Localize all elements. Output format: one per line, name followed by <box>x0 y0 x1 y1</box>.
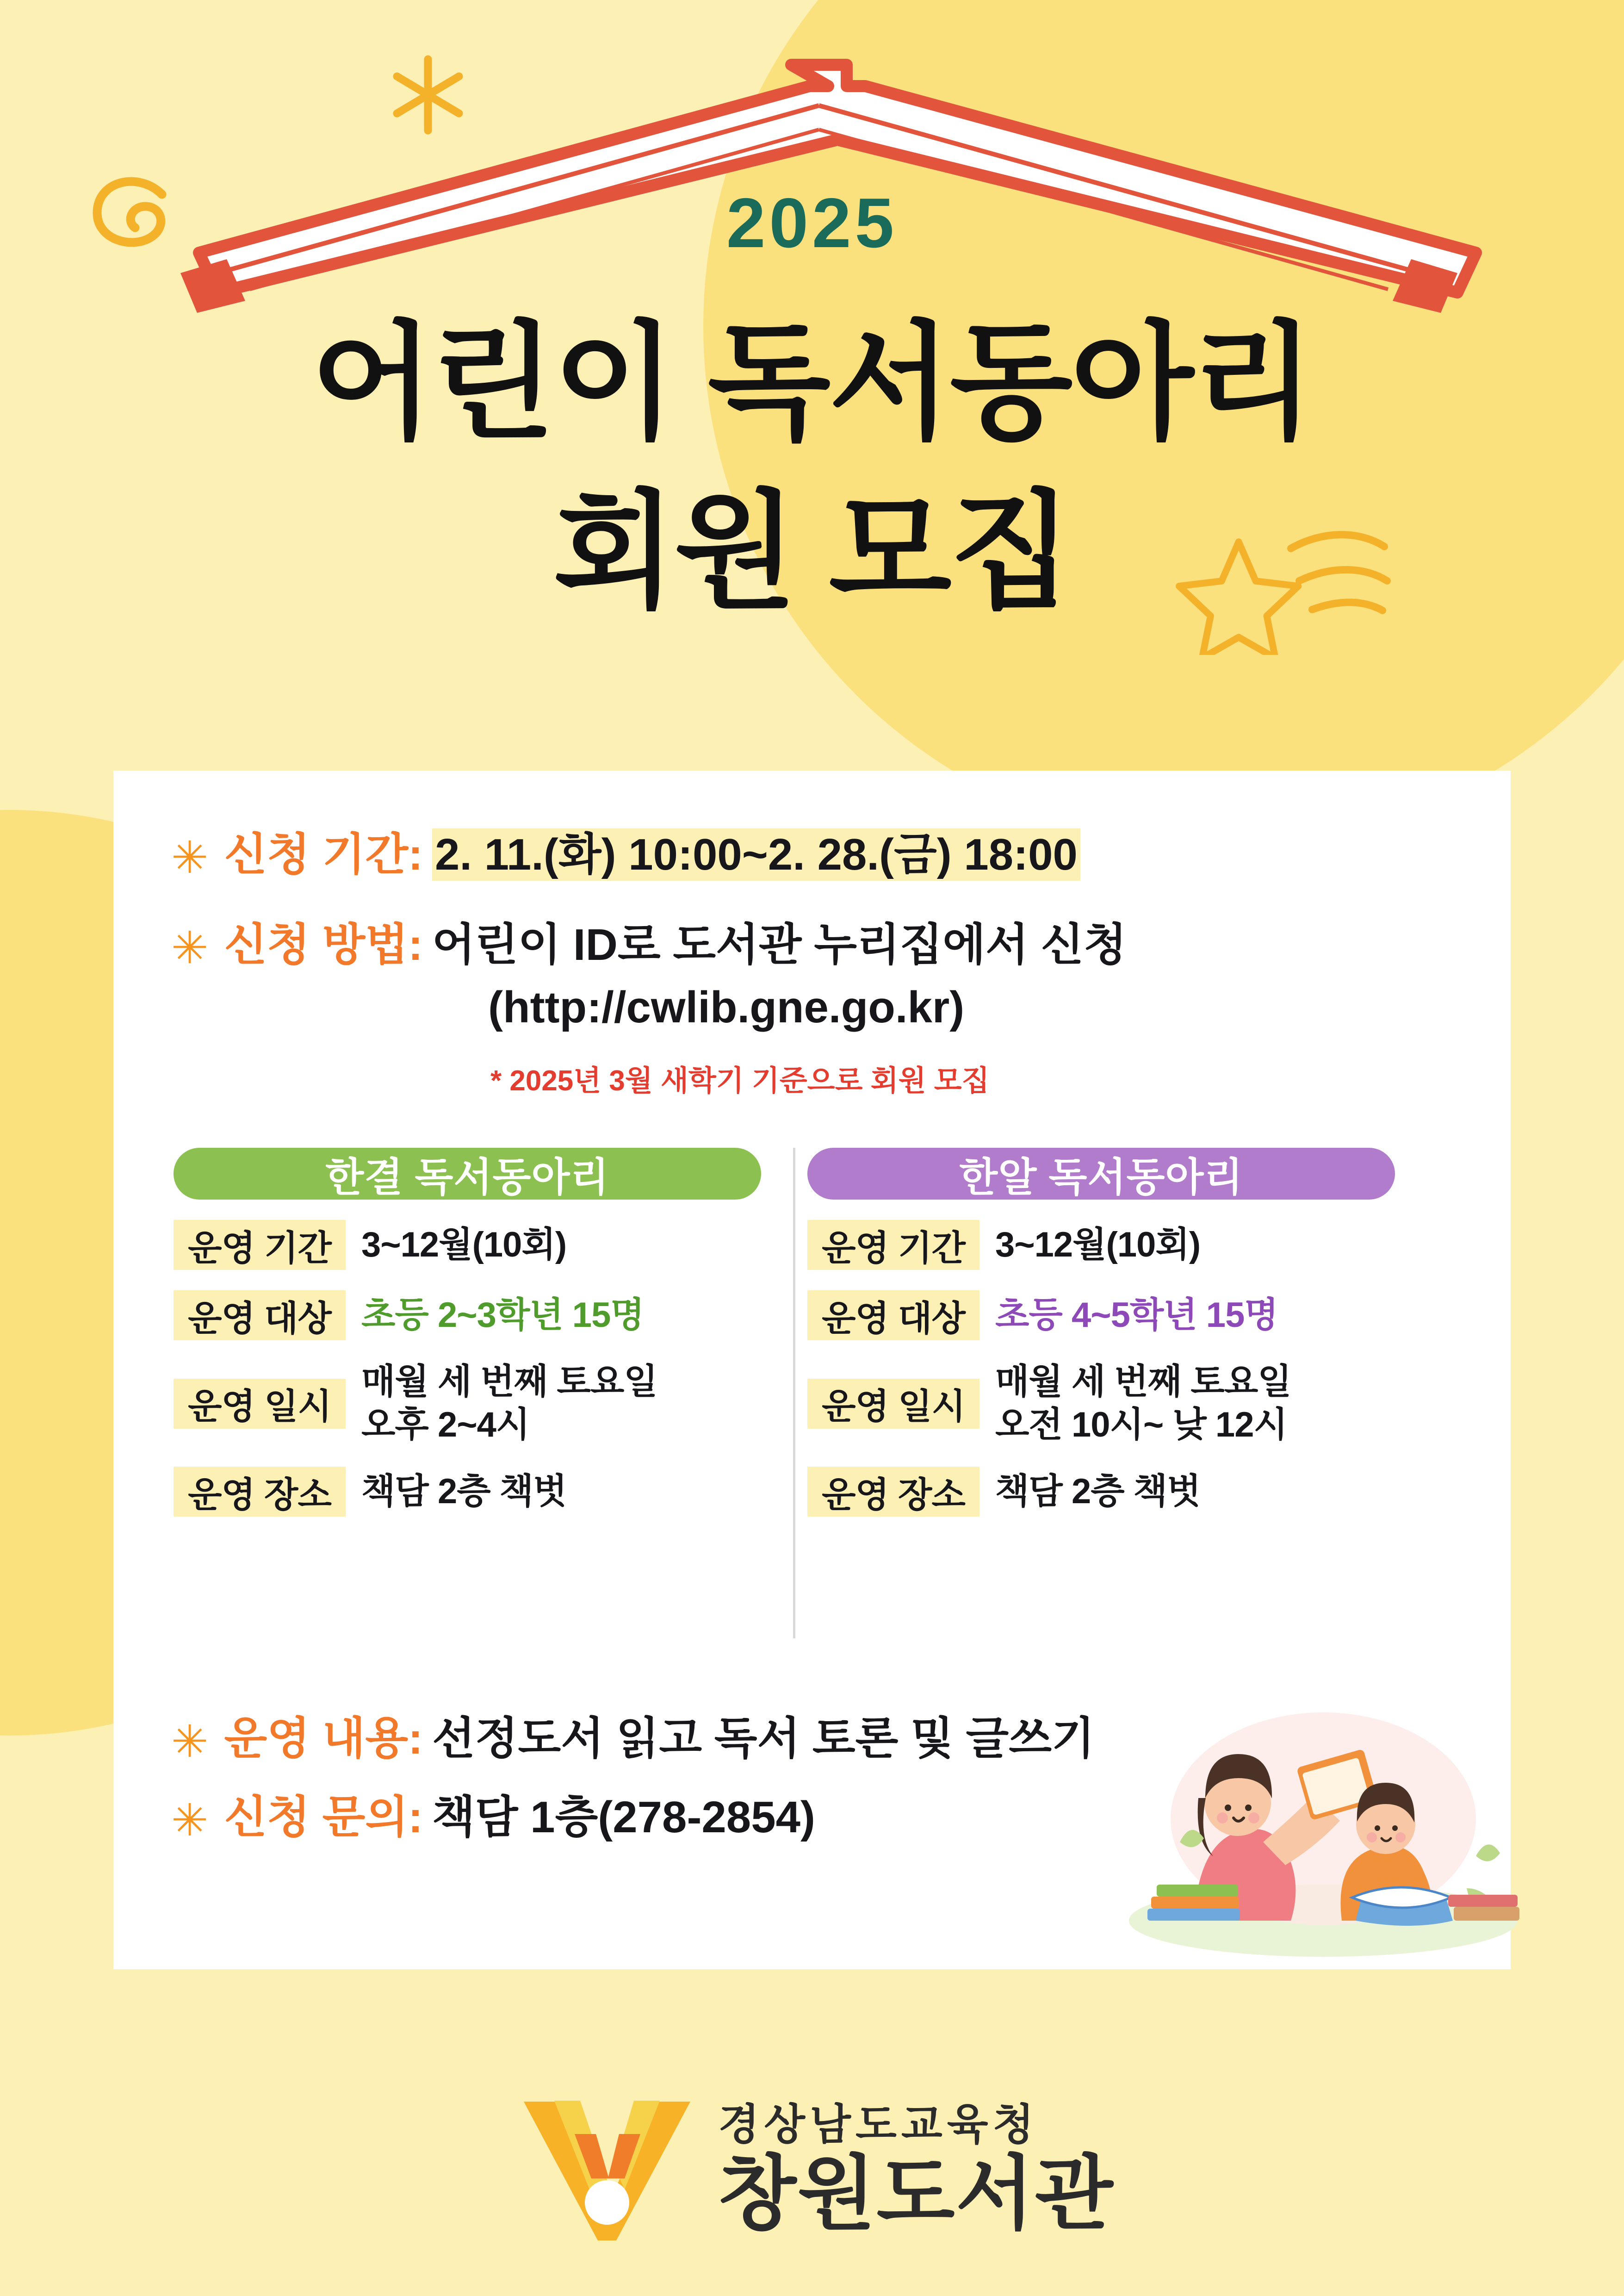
apply-method-row <box>171 919 1127 971</box>
info-row <box>174 1290 761 1340</box>
group-panel-hangyeol <box>174 1148 761 1517</box>
info-value: 3~12월(10회) <box>361 1225 567 1264</box>
info-key: 운영 일시 <box>807 1379 979 1429</box>
inquiry-value: 책담 1층(278-2854) <box>432 1792 815 1842</box>
operation-content-label: 운영 내용: <box>224 1714 423 1763</box>
poster-year: 2025 <box>726 184 898 262</box>
group-title: 한결 독서동아리 <box>174 1148 761 1200</box>
info-value: 초등 4~5학년 15명 <box>995 1295 1278 1335</box>
apply-method-label: 신청 방법: <box>224 920 423 970</box>
info-value-line1: 매월 세 번째 토요일 <box>995 1362 1291 1401</box>
info-row <box>807 1467 1395 1517</box>
info-key: 운영 장소 <box>174 1467 346 1517</box>
inquiry-row <box>171 1791 815 1843</box>
info-key: 운영 기간 <box>174 1220 346 1270</box>
asterisk-icon: ✳ <box>171 833 209 883</box>
info-row <box>174 1467 761 1517</box>
poster-title-line2: 회원 모집 <box>553 481 1071 623</box>
group-divider <box>793 1148 795 1638</box>
info-key: 운영 대상 <box>807 1290 979 1340</box>
info-value: 3~12월(10회) <box>995 1225 1201 1264</box>
info-value: 책담 2층 책벗 <box>995 1472 1201 1512</box>
info-value-line2: 오전 10시~ 낮 12시 <box>995 1405 1287 1444</box>
info-row <box>807 1361 1395 1446</box>
info-row <box>174 1361 761 1446</box>
info-value: 책담 2층 책벗 <box>361 1472 567 1512</box>
logo-text <box>718 2101 1114 2239</box>
logo-title: 창원도서관 <box>718 2148 1114 2239</box>
operation-content-value: 선정도서 읽고 독서 토론 및 글쓰기 <box>432 1714 1095 1763</box>
poster-title-line1: 어린이 독서동아리 <box>311 312 1313 454</box>
apply-method-note: * 2025년 3월 새학기 기준으로 회원 모집 <box>490 1065 990 1097</box>
info-value-multiline <box>995 1361 1291 1446</box>
info-key: 운영 대상 <box>174 1290 346 1340</box>
apply-period-row <box>171 828 1080 881</box>
info-key: 운영 일시 <box>174 1379 346 1429</box>
apply-method-value: 어린이 ID로 도서관 누리집에서 신청 <box>432 920 1127 970</box>
asterisk-icon: ✳ <box>171 1796 209 1845</box>
library-logo <box>0 2092 1624 2245</box>
asterisk-icon: ✳ <box>171 1717 209 1767</box>
logo-mark-icon <box>510 2092 704 2245</box>
logo-subtitle: 경상남도교육청 <box>718 2101 1039 2148</box>
info-row <box>807 1220 1395 1270</box>
asterisk-icon: ✳ <box>171 923 209 973</box>
info-value-line1: 매월 세 번째 토요일 <box>361 1362 657 1401</box>
info-value-line2: 오후 2~4시 <box>361 1405 530 1444</box>
info-value-multiline <box>361 1361 657 1446</box>
inquiry-label: 신청 문의: <box>224 1792 423 1842</box>
info-row <box>174 1220 761 1270</box>
info-value: 초등 2~3학년 15명 <box>361 1295 644 1335</box>
group-title: 한알 독서동아리 <box>807 1148 1395 1200</box>
library-website-url[interactable]: (http://cwlib.gne.go.kr) <box>488 983 965 1032</box>
sparkle-icon <box>384 51 472 139</box>
group-panel-hanal <box>807 1148 1395 1517</box>
kids-reading-illustration <box>1124 1703 1531 1962</box>
info-key: 운영 장소 <box>807 1467 979 1517</box>
apply-period-label: 신청 기간: <box>224 830 423 879</box>
operation-content-row <box>171 1712 1095 1765</box>
apply-period-value: 2. 11.(화) 10:00~2. 28.(금) 18:00 <box>432 828 1080 881</box>
info-key: 운영 기간 <box>807 1220 979 1270</box>
info-row <box>807 1290 1395 1340</box>
